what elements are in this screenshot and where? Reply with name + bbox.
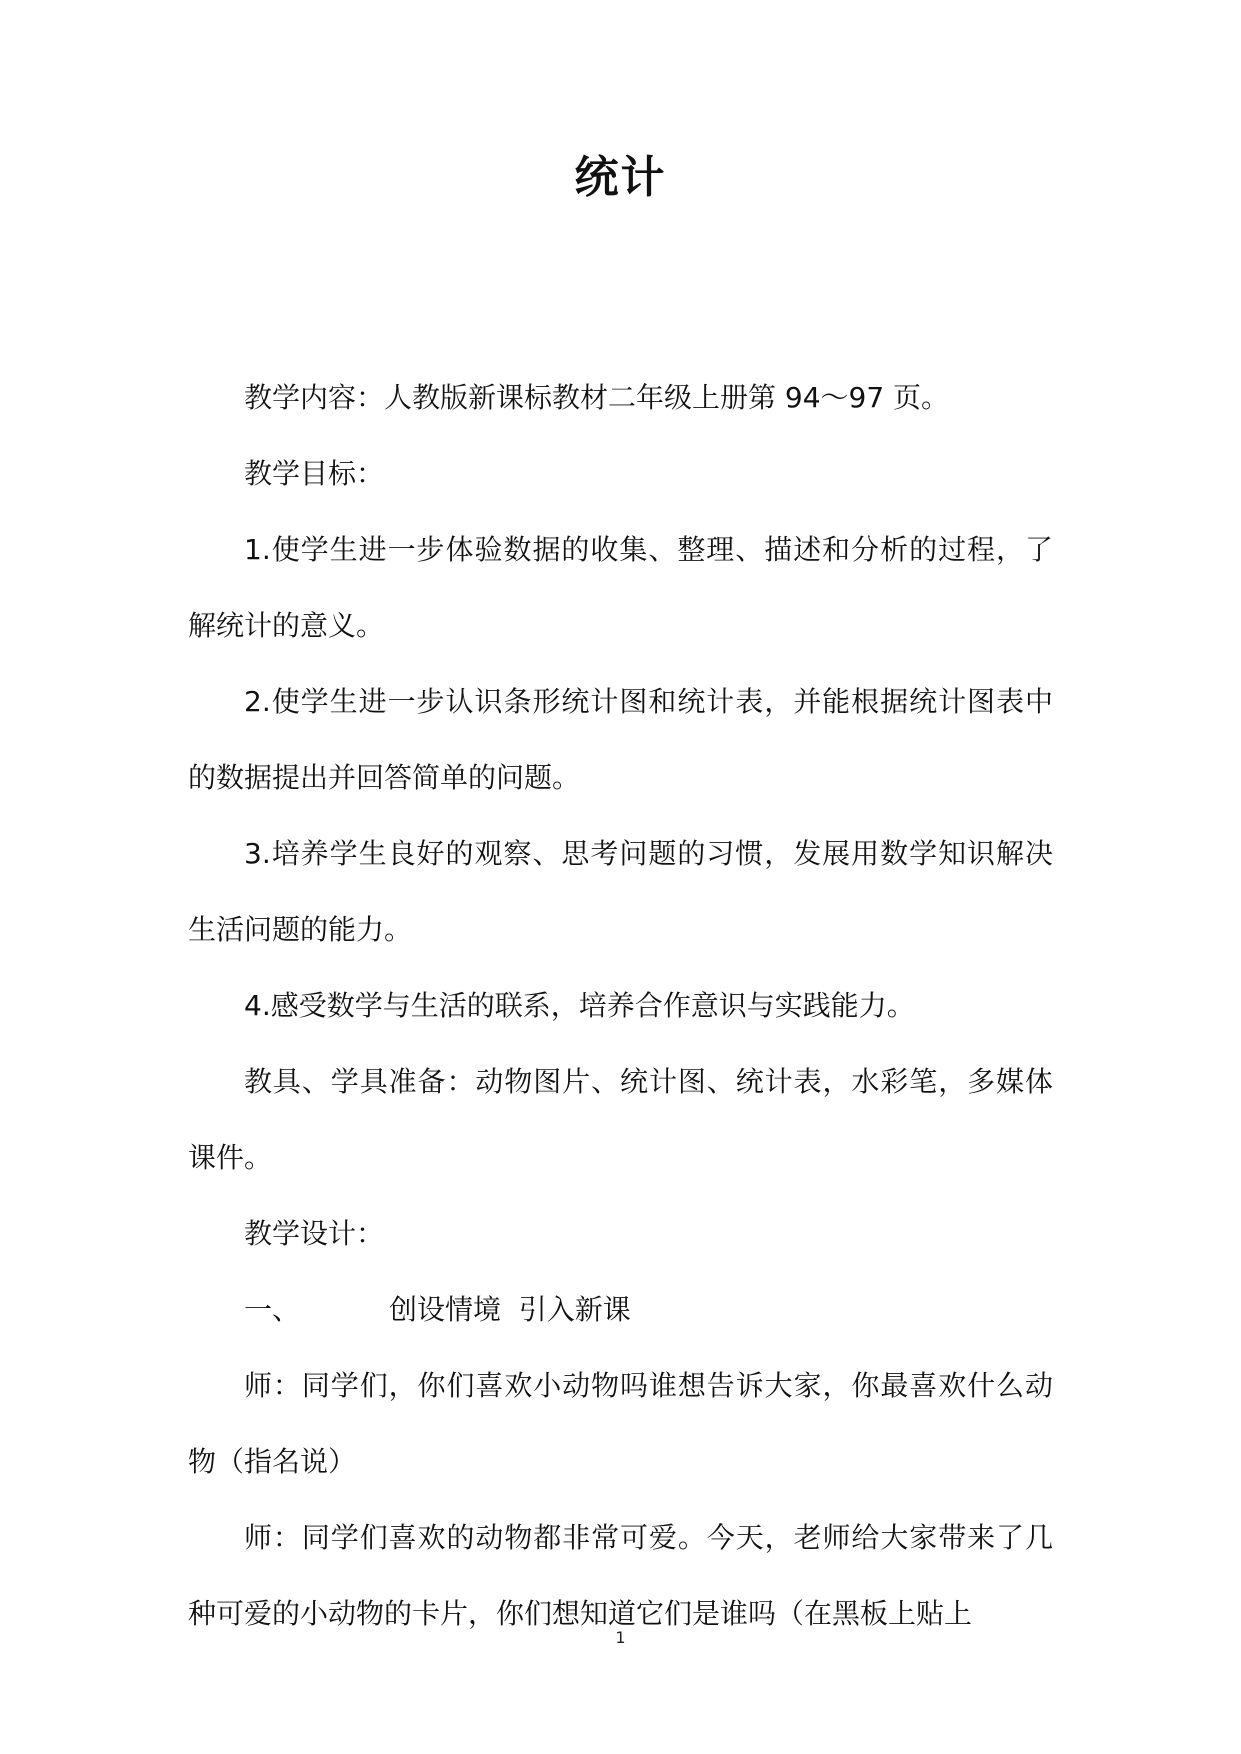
document-body [188, 360, 1053, 1652]
paragraph-goal-1: 1.使学生进一步体验数据的收集、整理、描述和分析的过程，了解统计的意义。 [188, 533, 1053, 642]
document-title: 统计 [574, 152, 667, 203]
paragraph-goal-3: 3.培养学生良好的观察、思考问题的习惯，发展用数学知识解决生活问题的能力。 [188, 837, 1053, 946]
section-heading-1: 一、 创设情境 引入新课 [244, 1293, 631, 1326]
paragraph-teacher-dialogue-1: 师：同学们，你们喜欢小动物吗谁想告诉大家，你最喜欢什么动物（指名说） [188, 1369, 1053, 1478]
paragraph-teaching-design-heading: 教学设计： [244, 1217, 385, 1250]
page-number: 1 [615, 1628, 626, 1647]
paragraph-teaching-content: 教学内容：人教版新课标教材二年级上册第 94～97 页。 [244, 381, 950, 414]
paragraph-goal-2: 2.使学生进一步认识条形统计图和统计表，并能根据统计图表中的数据提出并回答简单的问题。 [188, 685, 1053, 794]
paragraph-materials: 教具、学具准备：动物图片、统计图、统计表，水彩笔，多媒体课件。 [188, 1065, 1053, 1174]
paragraph-teaching-goals-heading: 教学目标： [244, 457, 385, 490]
paragraph-goal-4: 4.感受数学与生活的联系，培养合作意识与实践能力。 [244, 989, 915, 1022]
paragraph-teacher-dialogue-2: 师：同学们喜欢的动物都非常可爱。今天，老师给大家带来了几种可爱的小动物的卡片，你们想知道它们是谁吗（在黑板上贴上 [188, 1521, 1053, 1630]
